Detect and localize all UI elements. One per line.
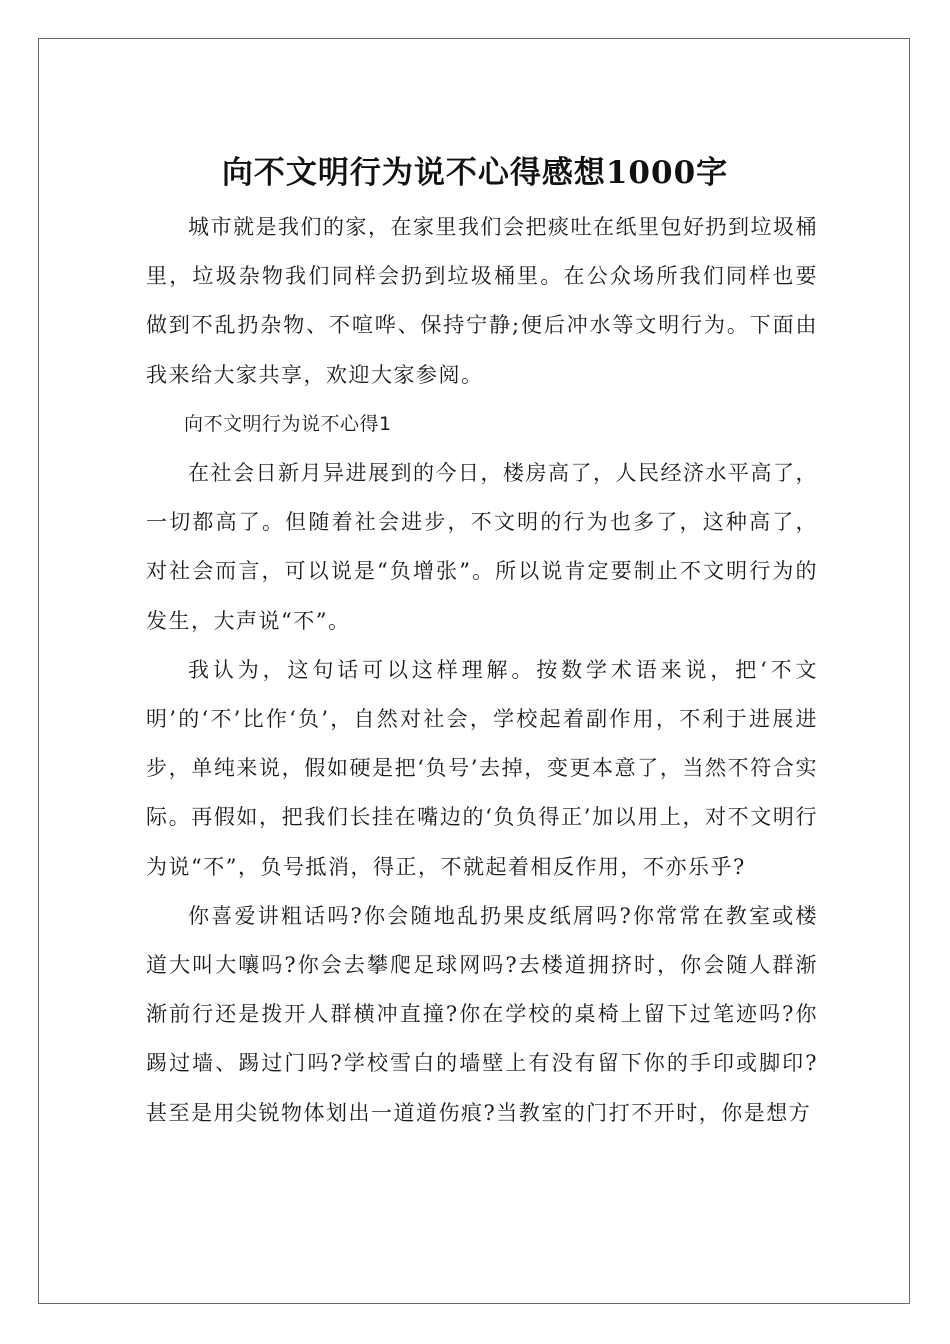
document-body [146,203,818,1138]
body-paragraph: 在社会日新月异进展到的今日，楼房高了，人民经济水平高了，一切都高了。但随着社会进步，不文明的行为也多了，这种高了，对社会而言，可以说是“负增张”。所以说肯定要制止不文明行为的发生，大声说“不”。 [146,461,818,633]
body-paragraph: 你喜爱讲粗话吗?你会随地乱扔果皮纸屑吗?你常常在教室或楼道大叫大嚷吗?你会去攀爬足球网吗?去楼道拥挤时，你会随人群渐渐前行还是拨开人群横冲直撞?你在学校的桌椅上留下过笔迹吗?你踢过墙、踢过门吗?学校雪白的墙壁上有没有留下你的手印或脚印?甚至是用尖锐物体划出一道道伤痕?当教室的门打不开时，你是想方 [146,903,818,1125]
document-title: 向不文明行为说不心得感想1000字 [221,154,729,191]
body-paragraph: 我认为，这句话可以这样理解。按数学术语来说，把‘不文明’的‘不’比作‘负’，自然对社会，学校起着副作用，不利于进展进步，单纯来说，假如硬是把‘负号’去掉，变更本意了，当然不符合实际。再假如，把我们长挂在嘴边的‘负负得正’加以用上，对不文明行为说“不”，负号抵消，得正，不就起着相反作用，不亦乐乎? [146,657,818,879]
section-heading: 向不文明行为说不心得1 [184,412,392,435]
intro-paragraph: 城市就是我们的家，在家里我们会把痰吐在纸里包好扔到垃圾桶里，垃圾杂物我们同样会扔到垃圾桶里。在公众场所我们同样也要做到不乱扔杂物、不喧哗、保持宁静;便后冲水等文明行为。下面由我来给大家共享，欢迎大家参阅。 [146,215,818,387]
